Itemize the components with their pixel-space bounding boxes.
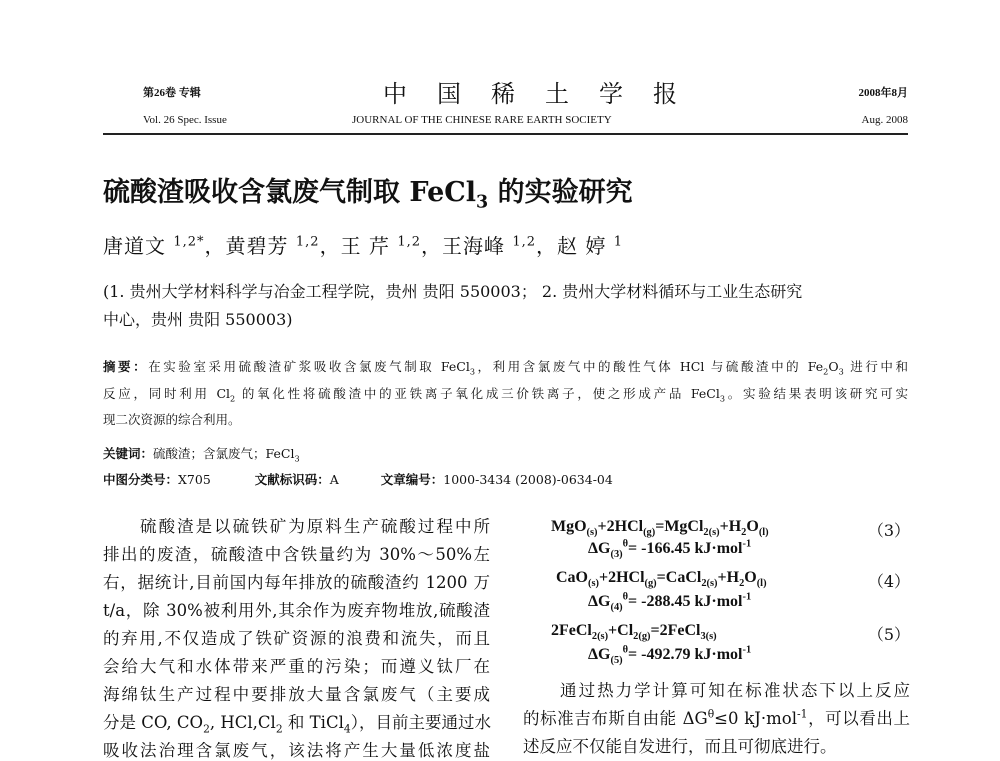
text-segment: +H [719, 518, 742, 535]
subscript: (5) [610, 655, 623, 667]
journal-title-cn: 中国稀土学报 [383, 80, 707, 108]
text-segment: O [828, 359, 839, 374]
body-line [103, 709, 491, 736]
superscript: 1,2 [397, 234, 421, 250]
text-segment: = -166.45 kJ·mol [628, 540, 743, 557]
subscript: 2 [230, 393, 236, 404]
superscript: -1 [797, 707, 808, 721]
superscript: θ [622, 644, 629, 656]
text-segment: 述反应不仅能自发进行，而且可彻底进行。 [523, 737, 837, 756]
text-segment: , HCl,Cl [209, 713, 276, 732]
text-segment: +2HCl [598, 569, 645, 586]
date-cn: 2008年8月 [858, 87, 908, 99]
authors [103, 230, 623, 259]
subscript: 3 [469, 366, 475, 377]
text-segment: 硫酸渣；含氯废气；FeCl [153, 446, 295, 461]
superscript: θ [622, 591, 629, 603]
body-line [103, 541, 490, 565]
body-line [103, 737, 490, 761]
text-segment: 2FeCl [551, 622, 592, 639]
subscript: 4 [343, 722, 351, 736]
body-line [103, 513, 490, 537]
text-segment: 海绵钛生产过程中要排放大量含氯废气（主要成 [103, 685, 490, 704]
journal-title-en: JOURNAL OF THE CHINESE RARE EARTH SOCIETY [352, 114, 612, 126]
equation-5 [551, 622, 717, 643]
equation-number: （5） [867, 625, 910, 644]
text-segment: =MgCl [655, 518, 704, 535]
volume-en: Vol. 26 Spec. Issue [143, 114, 227, 126]
abstract-label: 摘要： [103, 359, 149, 374]
text-segment: CaO [556, 569, 588, 586]
date-en: Aug. 2008 [861, 114, 908, 126]
body-line [103, 625, 490, 649]
delta-g-3 [588, 538, 752, 561]
text-segment: 现二次资源的综合利用。 [103, 412, 241, 427]
text-segment: = -492.79 kJ·mol [628, 646, 743, 663]
body-line [103, 569, 490, 593]
text-segment: ，黄碧芳 [204, 234, 296, 258]
text-segment: ΔG [588, 593, 611, 610]
superscript: θ [707, 707, 715, 721]
clc-value: X705 [178, 472, 211, 487]
text-segment: 吸收法治理含氯废气，该法将产生大量低浓度盐 [103, 741, 490, 760]
subscript: (g) [643, 527, 656, 539]
text-segment: ，利用含氯废气中的酸性气体 HCl 与硫酸渣中的 Fe [475, 359, 824, 374]
text-segment: ΔG [588, 646, 611, 663]
subscript: 2(g) [633, 631, 651, 643]
text-segment: MgO [551, 518, 587, 535]
body-line [523, 705, 910, 729]
delta-g-4 [588, 591, 752, 614]
article-no-value: 1000-3434 (2008)-0634-04 [443, 472, 613, 487]
subscript: (4) [610, 602, 623, 614]
equation-number: （4） [867, 572, 910, 591]
body-line [103, 597, 490, 621]
abstract-text [148, 359, 908, 377]
text-segment: 的氧化性将硫酸渣中的亚铁离子氧化成三价铁离子，使之形成产品 FeCl [235, 386, 720, 401]
text-segment: =CaCl [656, 569, 702, 586]
classification [103, 470, 613, 488]
abstract-line [103, 357, 908, 375]
text-segment: ΔG [588, 540, 611, 557]
affiliation-line: (1. 贵州大学材料科学与冶金工程学院，贵州 贵阳 550003； 2. 贵州大学材料循环与工业生态研究 [103, 282, 803, 301]
superscript: 1 [613, 234, 624, 250]
text-segment: 的标准吉布斯自由能 ΔG [523, 709, 708, 728]
equation-4 [556, 569, 767, 590]
keywords [103, 444, 300, 462]
superscript: -1 [742, 644, 752, 656]
clc-label: 中图分类号： [103, 472, 179, 487]
text-segment: O [746, 518, 759, 535]
abstract-line [103, 410, 908, 428]
equation-number: （3） [867, 521, 910, 540]
text-segment: 分是 CO, CO [103, 713, 204, 732]
article-no-label: 文章编号： [380, 472, 444, 487]
text-segment: +2HCl [597, 518, 644, 535]
superscript: 1,2 [512, 234, 537, 250]
text-segment: 反应，同时利用 Cl [103, 386, 231, 401]
subscript: (s) [586, 527, 598, 539]
text-segment: 在实验室采用硫酸渣矿浆吸收含氯废气制取 FeCl [148, 359, 470, 374]
equation-3 [551, 518, 769, 539]
body-line [103, 653, 490, 677]
subscript: 3(s) [700, 631, 717, 643]
subscript: 3 [719, 393, 725, 404]
text-segment: 右，据统计,目前国内每年排放的硫酸渣约 1200 万 [103, 573, 490, 592]
text-segment: 唐道文 [103, 234, 174, 258]
subscript: 2(s) [591, 631, 609, 643]
subscript: 2 [203, 722, 210, 736]
superscript: 1,2 [295, 234, 320, 250]
text-segment: 通过热力学计算可知在标准状态下以上反应 [523, 681, 910, 700]
subscript: 3 [838, 366, 844, 377]
subscript: 3 [294, 453, 300, 464]
text-segment: 进行中和 [843, 359, 908, 374]
text-segment: 会给大气和水体带来严重的污染；而遵义钛厂在 [103, 657, 490, 676]
text-segment: +H [717, 569, 740, 586]
body-line [523, 677, 910, 701]
superscript: θ [622, 538, 629, 550]
text-segment: 和 TiCl [282, 713, 344, 732]
text-segment: ，王 芹 [319, 234, 398, 258]
superscript: -1 [742, 591, 752, 603]
body-line [523, 733, 910, 757]
superscript: -1 [742, 538, 752, 550]
superscript: 1,2* [173, 234, 205, 250]
text-segment: 硫酸渣是以硫铁矿为原料生产硫酸过程中所 [103, 517, 490, 536]
subscript: 2 [823, 366, 829, 377]
subscript: 2(s) [701, 578, 718, 590]
text-segment: t/a，除 30%被利用外,其余作为废弃物堆放,硫酸渣 [103, 601, 490, 620]
subscript: 2 [275, 722, 283, 736]
text-segment: +Cl [608, 622, 634, 639]
header-rule [103, 133, 908, 135]
text-segment: ，赵 婷 [536, 234, 614, 258]
keywords-value [153, 446, 300, 464]
subscript: 2 [741, 527, 747, 539]
text-segment: ），目前主要通过水 [350, 713, 491, 732]
text-segment: ，王海峰 [421, 234, 513, 258]
doc-code-value: A [329, 472, 339, 487]
text-segment: 的弃用,不仅造成了铁矿资源的浪费和流失，而且 [103, 629, 490, 648]
text-segment: 的实验研究 [488, 177, 633, 208]
text-segment: ，可以看出上 [807, 709, 910, 728]
text-segment: 硫酸渣吸收含氯废气制取 FeCl [103, 177, 477, 208]
text-segment: =2FeCl [650, 622, 701, 639]
body-line [103, 681, 490, 705]
delta-g-5 [588, 644, 752, 667]
text-segment: ≤0 kJ·mol [714, 709, 798, 728]
subscript: (g) [644, 578, 657, 590]
text-segment: = -288.45 kJ·mol [628, 593, 743, 610]
paper-title [103, 170, 633, 213]
subscript: (l) [756, 578, 767, 590]
text-segment: 。实验结果表明该研究可实 [724, 386, 908, 401]
text-segment: 排出的废渣，硫酸渣中含铁量约为 30%～50%左 [103, 545, 490, 564]
volume-cn: 第26卷 专辑 [143, 87, 201, 99]
subscript: (s) [588, 578, 599, 590]
doc-code-label: 文献标识码： [254, 472, 330, 487]
subscript: (3) [610, 549, 623, 561]
abstract-line [103, 384, 908, 402]
subscript: 2(s) [703, 527, 720, 539]
subscript: 3 [476, 192, 489, 213]
text-segment: O [744, 569, 757, 586]
affiliation-line: 中心，贵州 贵阳 550003) [103, 310, 293, 329]
keywords-label: 关键词： [103, 446, 154, 461]
subscript: 2 [739, 578, 745, 590]
subscript: (l) [758, 527, 769, 539]
